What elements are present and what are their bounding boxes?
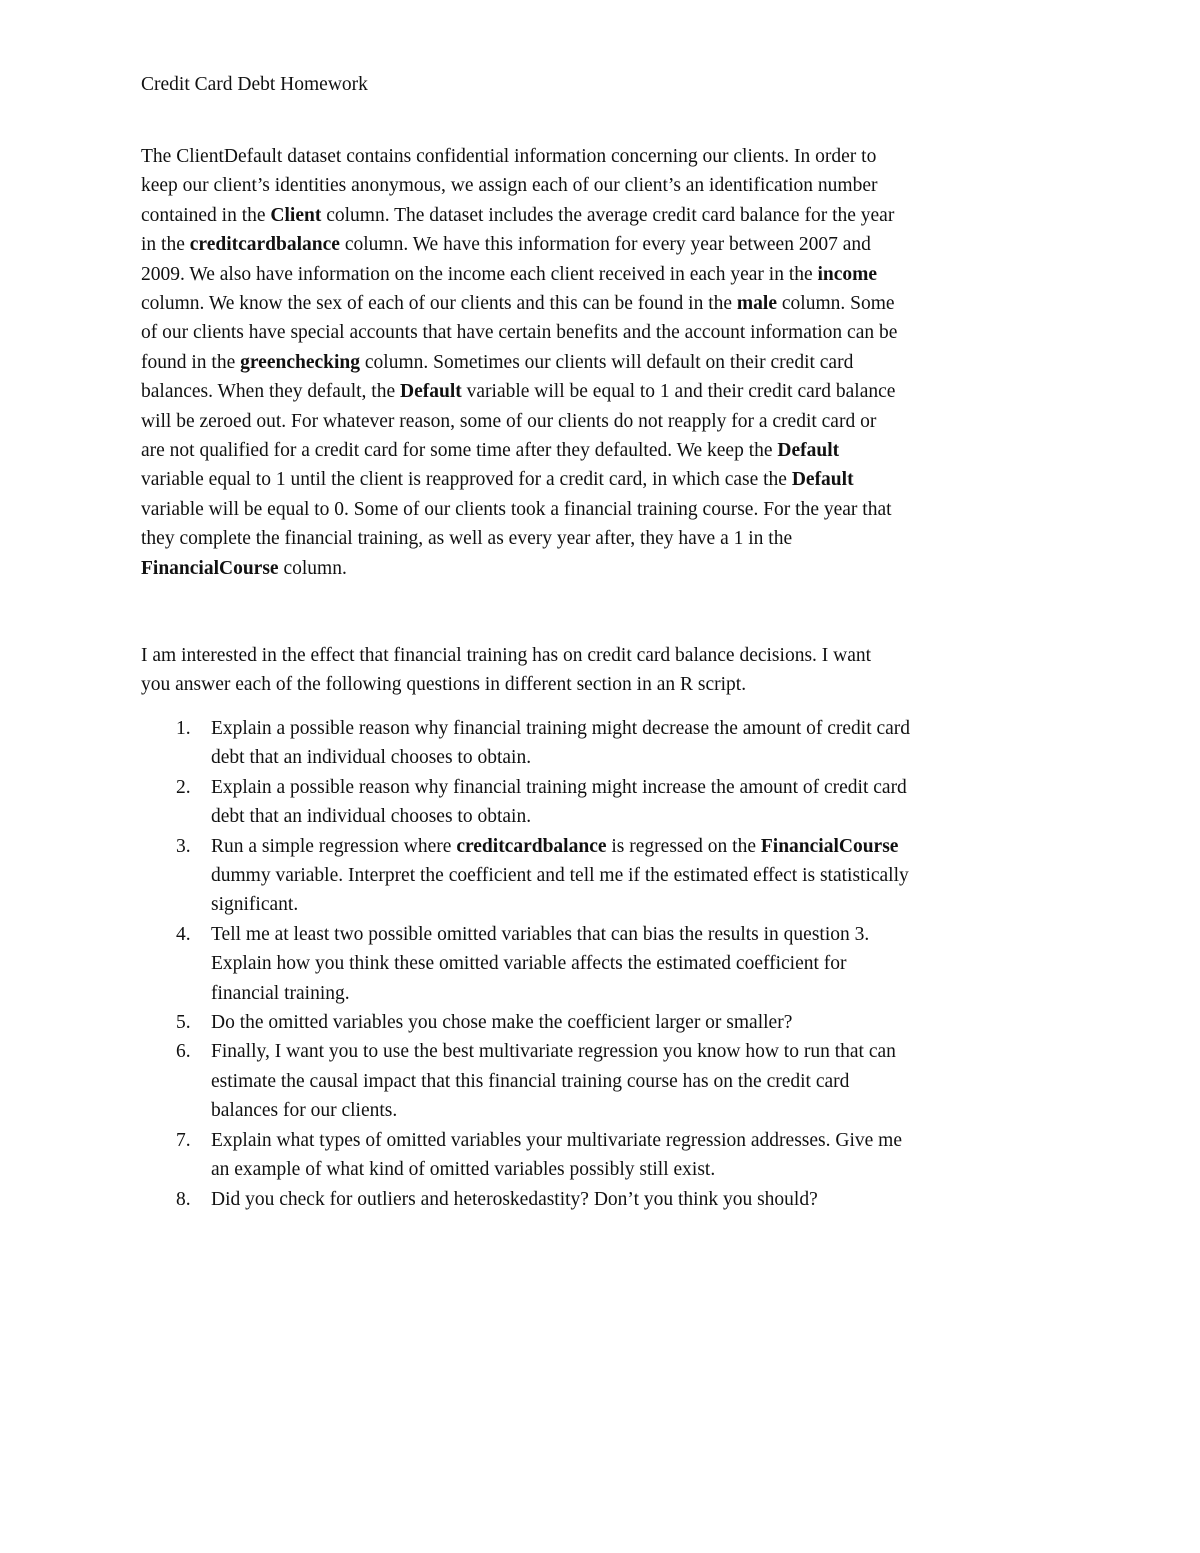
creditcardbalance-term: creditcardbalance bbox=[456, 835, 607, 857]
financialcourse-term: FinancialCourse bbox=[760, 835, 899, 857]
text-line: variable equal to 1 until the client is reapproved for a credit card, in which case the Default bbox=[141, 469, 854, 491]
text-line: The ClientDefault dataset contains confidential information concerning our clients. In order to bbox=[141, 146, 877, 167]
text-line: FinancialCourse column. bbox=[141, 557, 347, 579]
list-item: 3. Run a simple regression where creditcardbalance is regressed on the FinancialCourse dummy variable. Interpret the coefficient and tell me if the estimated effect is statistically significant. bbox=[141, 832, 1081, 920]
client-term: Client bbox=[270, 204, 322, 226]
list-number: 7. bbox=[176, 1129, 191, 1151]
text-line: contained in the Client column. The dataset includes the average credit card balance for the year bbox=[141, 204, 895, 226]
list-number: 1. bbox=[176, 718, 191, 739]
list-item: 5. Do the omitted variables you chose make the coefficient larger or smaller? bbox=[141, 1008, 1081, 1037]
list-number: 3. bbox=[176, 835, 191, 857]
intro-paragraph bbox=[141, 142, 1071, 583]
text-line: they complete the financial training, as well as every year after, they have a 1 in the bbox=[141, 528, 793, 550]
text-line: of our clients have special accounts that have certain benefits and the account information can be bbox=[141, 322, 898, 344]
creditcardbalance-term: creditcardbalance bbox=[189, 234, 340, 256]
question-list bbox=[141, 714, 1081, 1214]
text-line: column. We know the sex of each of our clients and this can be found in the male column. Some bbox=[141, 293, 895, 315]
text-line: in the creditcardbalance column. We have this information for every year between 2007 and bbox=[141, 234, 871, 256]
text-line: found in the greenchecking column. Sometimes our clients will default on their credit card bbox=[141, 351, 854, 373]
list-item: 6. Finally, I want you to use the best multivariate regression you know how to run that can estimate the causal impact that this financial training course has on the credit card balances for our clients. bbox=[141, 1037, 1081, 1125]
list-item: 8. Did you check for outliers and heteroskedastity? Don’t you think you should? bbox=[141, 1185, 1081, 1214]
financialcourse-term: FinancialCourse bbox=[141, 557, 279, 579]
text-line: variable will be equal to 0. Some of our clients took a financial training course. For the year that bbox=[141, 498, 892, 520]
greenchecking-term: greenchecking bbox=[240, 351, 360, 373]
text-line: you answer each of the following questions in different section in an R script. bbox=[141, 674, 747, 696]
income-term: income bbox=[817, 263, 878, 285]
list-item: 4. Tell me at least two possible omitted variables that can bias the results in question 3. Explain how you think these omitted variable affects the estimated coefficient for financial training. bbox=[141, 920, 1081, 1008]
text-line: 2009. We also have information on the income each client received in each year in the income bbox=[141, 263, 878, 285]
text-line: balances. When they default, the Default variable will be equal to 1 and their credit card balance bbox=[141, 381, 896, 403]
list-number: 6. bbox=[176, 1041, 191, 1063]
list-number: 8. bbox=[176, 1188, 191, 1210]
text-line: are not qualified for a credit card for some time after they defaulted. We keep the Default bbox=[141, 440, 840, 462]
list-item: 1. Explain a possible reason why financial training might decrease the amount of credit card debt that an individual chooses to obtain. bbox=[141, 714, 1081, 773]
list-number: 5. bbox=[176, 1012, 191, 1034]
default-term: Default bbox=[791, 469, 854, 491]
list-number: 4. bbox=[176, 923, 191, 945]
text-line: I am interested in the effect that financial training has on credit card balance decisions. I want bbox=[141, 645, 872, 666]
default-term: Default bbox=[400, 381, 462, 403]
default-term: Default bbox=[777, 440, 840, 462]
text-line: keep our client’s identities anonymous, we assign each of our client’s an identification number bbox=[141, 175, 878, 197]
document-title: Credit Card Debt Homework bbox=[141, 74, 368, 95]
list-number: 2. bbox=[176, 776, 191, 798]
list-item: 2. Explain a possible reason why financial training might increase the amount of credit card debt that an individual chooses to obtain. bbox=[141, 773, 1081, 832]
male-term: male bbox=[736, 293, 777, 315]
question-intro-paragraph bbox=[141, 641, 1071, 700]
list-item: 7. Explain what types of omitted variables your multivariate regression addresses. Give me an example of what kind of omitted variables possibly still exist. bbox=[141, 1126, 1081, 1185]
text-line: will be zeroed out. For whatever reason, some of our clients do not reapply for a credit card or bbox=[141, 410, 877, 432]
